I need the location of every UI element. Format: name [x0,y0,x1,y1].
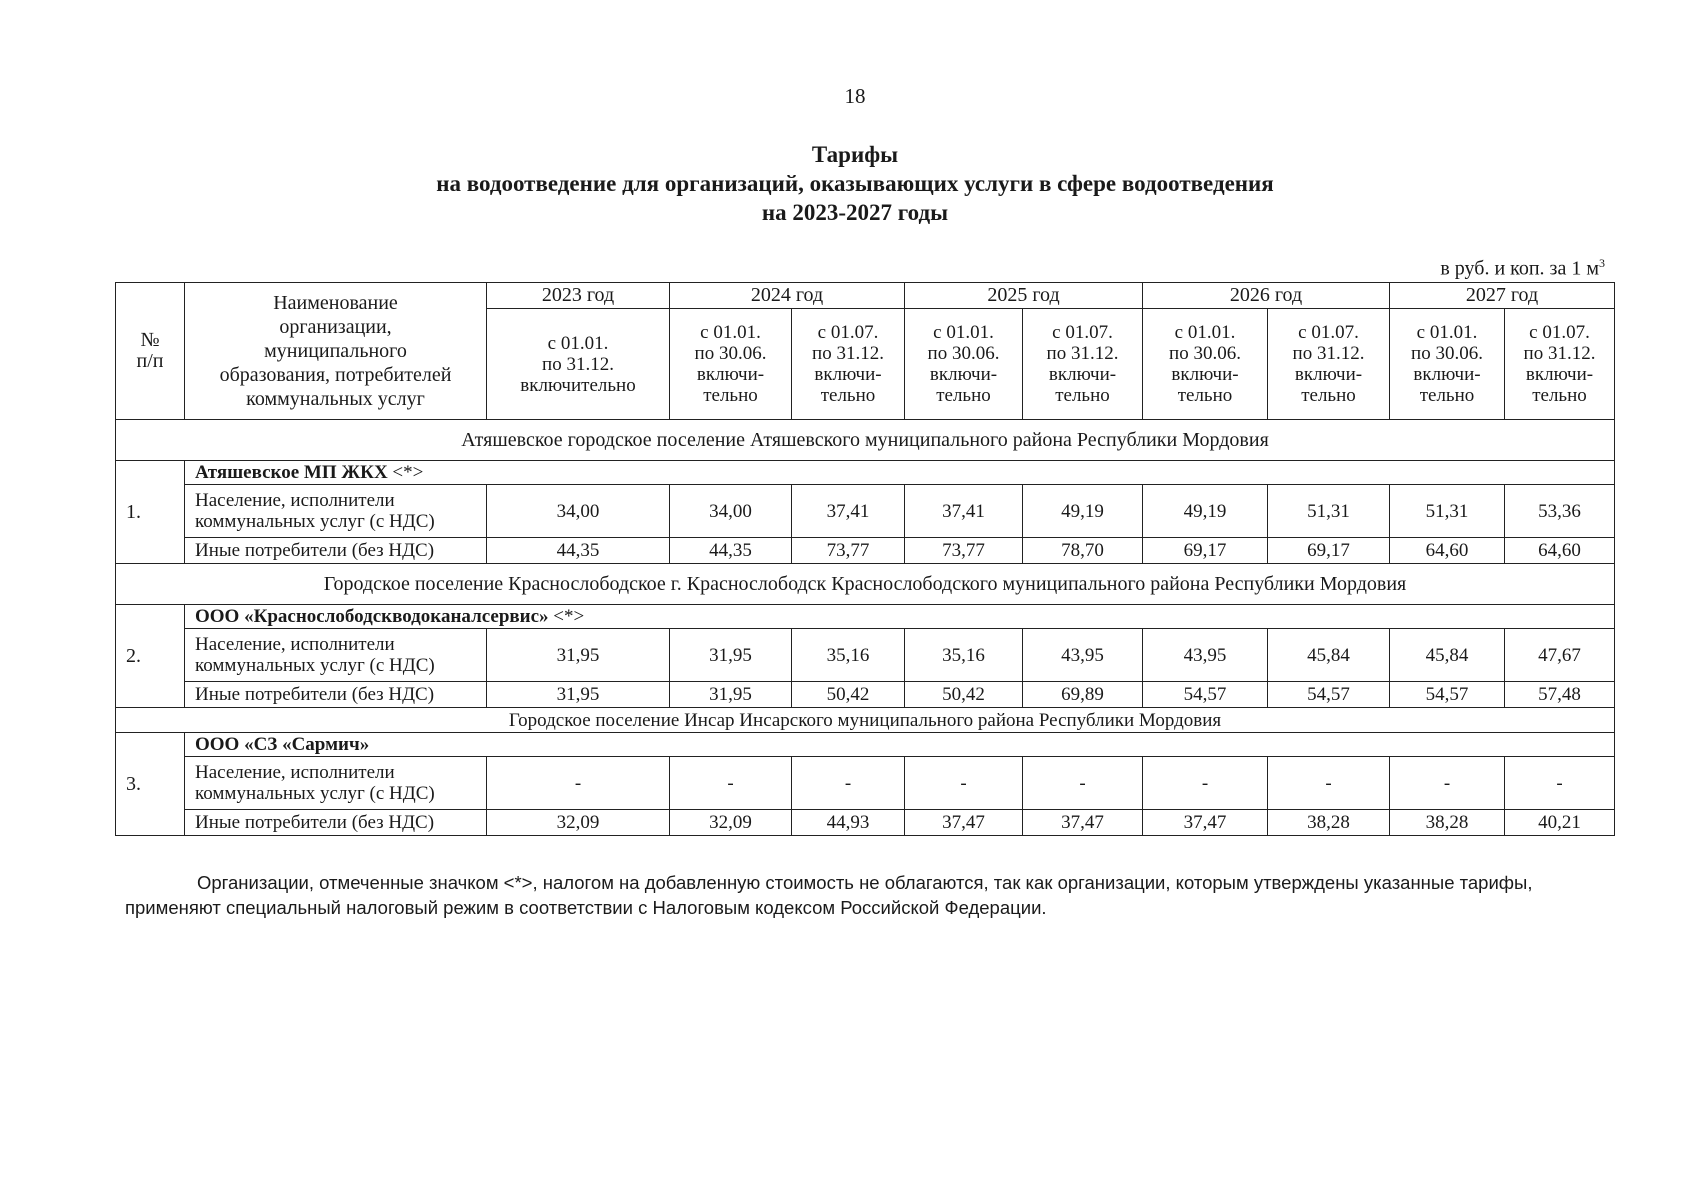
tariff-value: 44,93 [792,810,905,836]
units-superscript: 3 [1599,256,1605,270]
territory-row [116,420,1615,461]
header-period-line: включи- [1525,364,1594,385]
organization-marker: <*> [387,462,424,483]
tariff-value: 43,95 [1143,629,1268,682]
territory-name: Атяшевское городское поселение Атяшевского муниципального района Республики Мордовия [116,420,1615,461]
tariff-value: 43,95 [1023,629,1143,682]
tariff-value: 54,57 [1268,682,1390,708]
tariff-value: 38,28 [1268,810,1390,836]
header-period-line: с 01.01. [933,322,994,343]
table-row [116,538,1615,564]
title-line-1: Тарифы [811,142,899,167]
header-year-2025: 2025 год [905,283,1143,309]
tariff-value: 37,47 [905,810,1023,836]
header-period [487,309,670,420]
header-period-line: включи- [1294,364,1363,385]
header-period-line: тельно [1532,385,1587,406]
tariff-value: 50,42 [905,682,1023,708]
tariff-value: 51,31 [1390,485,1505,538]
header-period-line: включи- [1413,364,1481,385]
tariff-value: - [1143,757,1268,810]
organization-name [185,605,1615,629]
tariff-value: 69,17 [1268,538,1390,564]
header-period-line: тельно [703,385,758,406]
category-label: Иные потребители (без НДС) [185,682,487,708]
organization-title: ООО «Краснослободскводоканалсервис» [195,606,549,627]
header-name-line: организации, [279,316,392,338]
organization-title: ООО «СЗ «Сармич» [195,734,370,755]
header-period-line: по 31.12. [1292,343,1365,364]
tariff-value: 38,28 [1390,810,1505,836]
organization-marker: <*> [548,606,585,627]
header-period [1143,309,1268,420]
title-line-2: на водоотведение для организаций, оказывающих услуги в сфере водоотведения [436,171,1274,196]
header-period [905,309,1023,420]
header-name-line: муниципального [264,340,407,362]
header-period-line: с 01.07. [1529,322,1590,343]
units-note [1440,256,1605,281]
tariff-value: 49,19 [1143,485,1268,538]
tariff-value: - [905,757,1023,810]
title-line-3: на 2023-2027 годы [761,200,949,225]
header-period [1023,309,1143,420]
organization-row [116,461,1615,485]
territory-row [116,708,1615,733]
tariff-value: 45,84 [1268,629,1390,682]
tariff-value: - [1023,757,1143,810]
tariff-value: 54,57 [1143,682,1268,708]
tariff-value: 37,47 [1023,810,1143,836]
header-period [792,309,905,420]
header-period-line: с 01.07. [817,322,879,343]
tariff-value: 57,48 [1505,682,1615,708]
header-period-line: включи- [1171,364,1239,385]
header-name-line: коммунальных услуг [246,388,425,410]
document-title [0,140,1697,227]
tariff-value: - [792,757,905,810]
header-year-2023: 2023 год [487,283,670,309]
header-period [1390,309,1505,420]
row-number: 2. [116,605,185,708]
table-row [116,485,1615,538]
header-period-line: тельно [1419,385,1475,406]
tariff-value: - [487,757,670,810]
tariff-value: 35,16 [905,629,1023,682]
territory-row [116,564,1615,605]
tariff-value: 69,17 [1143,538,1268,564]
tariff-value: 69,89 [1023,682,1143,708]
header-year-2026: 2026 год [1143,283,1390,309]
header-name [185,283,487,420]
tariff-value: - [1505,757,1615,810]
tariff-value: 40,21 [1505,810,1615,836]
header-year-2024: 2024 год [670,283,905,309]
header-name-line: Наименование [273,292,398,314]
header-period-line: с 01.01. [1416,322,1478,343]
organization-title: Атяшевское МП ЖКХ [195,462,388,483]
header-period-line: тельно [820,385,876,406]
header-year-2027: 2027 год [1390,283,1615,309]
table-row [116,757,1615,810]
tariff-value: 64,60 [1390,538,1505,564]
header-period-line: с 01.01. [1174,322,1236,343]
header-period-line: по 30.06. [694,343,767,364]
header-period-line: включи- [1048,364,1117,385]
header-period-line: включи- [696,364,765,385]
header-period-line: с 01.07. [1298,322,1359,343]
header-period-line: с 01.01. [700,322,761,343]
tariff-value: 73,77 [905,538,1023,564]
table-row [116,629,1615,682]
header-period-line: по 31.12. [1523,343,1596,364]
territory-name: Городское поселение Краснослободское г. Краснослободск Краснослободского муниципального района Республики Мордовия [116,564,1615,605]
header-row-years [116,283,1615,309]
header-period-line: по 30.06. [927,343,1000,364]
header-period-line: с 01.01. [547,332,609,354]
header-period-line: включительно [520,374,636,396]
header-period-line: по 31.12. [1046,343,1119,364]
header-period-line: тельно [936,385,991,406]
organization-row [116,605,1615,629]
header-period-line: тельно [1177,385,1233,406]
header-period-line: включи- [929,364,998,385]
header-period-line: тельно [1301,385,1356,406]
header-number-line: № [140,329,160,351]
tariff-value: - [1390,757,1505,810]
tariff-value: 32,09 [487,810,670,836]
tariff-value: 31,95 [670,682,792,708]
category-label: Население, исполнители коммунальных услуг (с НДС) [185,757,487,810]
table-row [116,810,1615,836]
tariff-value: 49,19 [1023,485,1143,538]
category-label: Иные потребители (без НДС) [185,538,487,564]
header-period [1268,309,1390,420]
category-label: Население, исполнители коммунальных услуг (с НДС) [185,485,487,538]
header-period [1505,309,1615,420]
tariff-value: 44,35 [487,538,670,564]
tariff-value: 35,16 [792,629,905,682]
tariff-value: 31,95 [670,629,792,682]
tariff-value: 44,35 [670,538,792,564]
tariff-value: 64,60 [1505,538,1615,564]
organization-name [185,461,1615,485]
tariff-value: 47,67 [1505,629,1615,682]
page-number: 18 [844,84,866,108]
tariff-value: 37,47 [1143,810,1268,836]
tariff-value: 34,00 [487,485,670,538]
tariff-value: - [670,757,792,810]
header-period-line: включи- [814,364,882,385]
tariff-value: 32,09 [670,810,792,836]
tariff-value: - [1268,757,1390,810]
header-period-line: по 31.12. [812,343,884,364]
header-period-line: по 30.06. [1411,343,1483,364]
row-number: 3. [116,733,185,836]
header-period [670,309,792,420]
header-number-line: п/п [136,350,164,372]
tariff-value: 34,00 [670,485,792,538]
organization-name [185,733,1615,757]
header-number [116,283,185,420]
tariff-value: 73,77 [792,538,905,564]
category-label: Иные потребители (без НДС) [185,810,487,836]
header-period-line: тельно [1055,385,1110,406]
territory-name: Городское поселение Инсар Инсарского муниципального района Республики Мордовия [116,708,1615,733]
tariff-value: 54,57 [1390,682,1505,708]
units-text: в руб. и коп. за 1 м [1440,257,1599,280]
tariff-value: 51,31 [1268,485,1390,538]
tariff-value: 31,95 [487,629,670,682]
tariff-value: 37,41 [905,485,1023,538]
table-row [116,682,1615,708]
tariff-value: 31,95 [487,682,670,708]
tariff-value: 53,36 [1505,485,1615,538]
row-number: 1. [116,461,185,564]
footnote: Организации, отмеченные значком <*>, налогом на добавленную стоимость не облагаются, так как организации, которым утверждены указанные тарифы, применяют специальный налоговый режим в соответствии с Налоговым кодексом Российской Федерации. [125,872,1533,918]
category-label: Население, исполнители коммунальных услуг (с НДС) [185,629,487,682]
tariffs-table [115,282,1615,836]
tariff-value: 78,70 [1023,538,1143,564]
tariff-value: 37,41 [792,485,905,538]
header-period-line: по 31.12. [542,353,614,375]
header-period-line: с 01.07. [1052,322,1113,343]
header-period-line: по 30.06. [1169,343,1241,364]
header-name-line: образования, потребителей [219,364,452,386]
organization-row [116,733,1615,757]
tariff-value: 50,42 [792,682,905,708]
tariff-value: 45,84 [1390,629,1505,682]
